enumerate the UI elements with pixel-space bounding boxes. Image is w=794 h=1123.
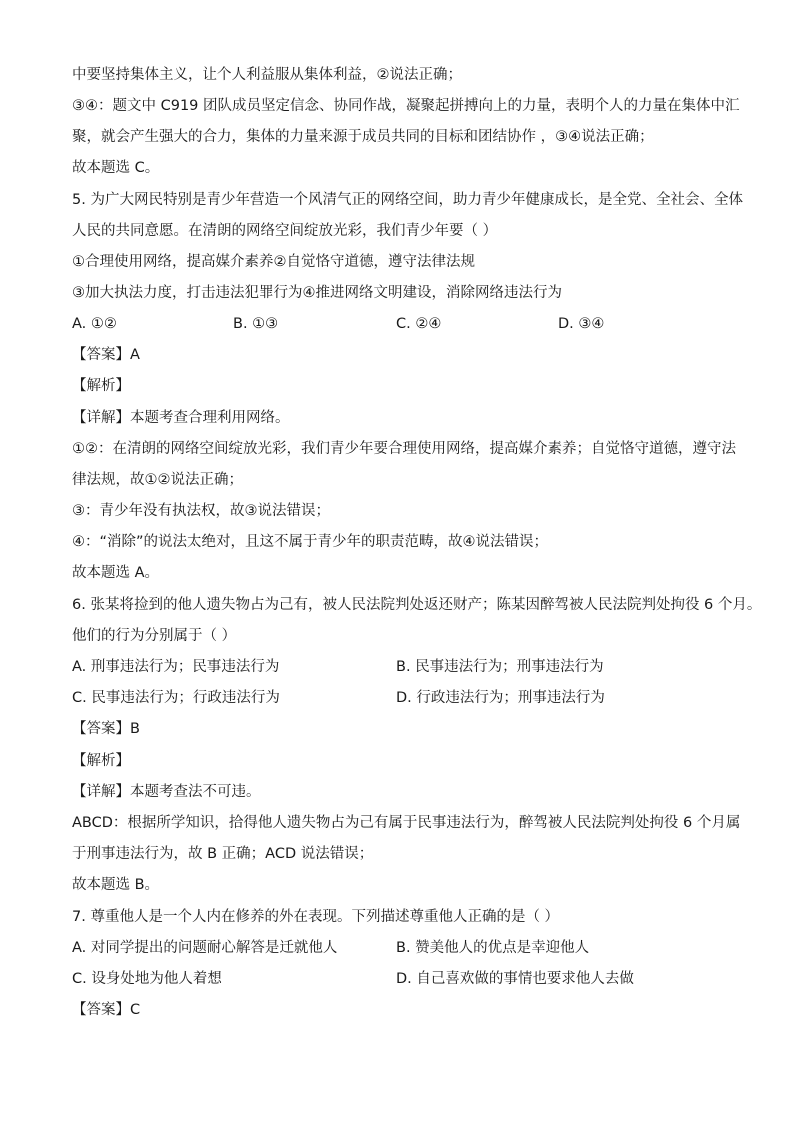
question-5-stem: 人民的共同意愿。在清朗的网络空间绽放光彩，我们青少年要（ ）	[72, 223, 498, 239]
question-7-stem: 7. 尊重他人是一个人内在修养的外在表现。下列描述尊重他人正确的是（ ）	[72, 909, 560, 925]
question-6-options-row2	[72, 686, 752, 710]
question-5-statement: ③加大执法力度，打击违法犯罪行为④推进网络文明建设，消除网络违法行为	[72, 285, 562, 301]
explanation-line: 故本题选 B。	[72, 877, 160, 893]
answer-label: 【答案】A	[72, 347, 140, 363]
option-b: B. ①③	[233, 316, 279, 332]
answer-label: 【答案】B	[72, 721, 140, 737]
option-a: A. 刑事违法行为；民事违法行为	[72, 659, 280, 675]
explanation-line: ③：青少年没有执法权，故③说法错误；	[72, 503, 330, 519]
option-d: D. 行政违法行为；刑事违法行为	[396, 690, 605, 706]
option-a: A. 对同学提出的问题耐心解答是迁就他人	[72, 940, 338, 956]
detail-label: 【详解】本题考查合理利用网络。	[72, 410, 290, 426]
text-line: ③④：题文中 C919 团队成员坚定信念、协同作战，凝聚起拼搏向上的力量，表明个人的力量在集体中汇	[72, 98, 740, 114]
explanation-line: ①②：在清朗的网络空间绽放光彩，我们青少年要合理使用网络，提高媒介素养；自觉恪守道德，遵守法	[72, 441, 736, 457]
option-c: C. 设身处地为他人着想	[72, 971, 222, 987]
answer-label: 【答案】C	[72, 1002, 141, 1018]
detail-label: 【详解】本题考查法不可违。	[72, 784, 261, 800]
explanation-line: 律法规，故①②说法正确；	[72, 472, 243, 488]
question-7-options-row2	[72, 967, 752, 991]
text-line: 故本题选 C。	[72, 160, 160, 176]
analysis-label: 【解析】	[72, 753, 130, 769]
explanation-line: ④：“消除”的说法太绝对，且这不属于青少年的职责范畴，故④说法错误；	[72, 534, 549, 550]
option-b: B. 民事违法行为；刑事违法行为	[396, 659, 604, 675]
question-5-statement: ①合理使用网络，提高媒介素养②自觉恪守道德，遵守法律法规	[72, 254, 475, 270]
text-line: 聚，就会产生强大的合力，集体的力量来源于成员共同的目标和团结协作 ，③④说法正确；	[72, 129, 654, 145]
analysis-label: 【解析】	[72, 378, 130, 394]
question-6-stem: 6. 张某将捡到的他人遗失物占为己有，被人民法院判处返还财产；陈某因醉驾被人民法院判处拘役 6 个月。	[72, 597, 762, 613]
question-6-stem: 他们的行为分别属于（ ）	[72, 628, 237, 644]
option-c: C. ②④	[396, 316, 442, 332]
explanation-line: 于刑事违法行为，故 B 正确；ACD 说法错误；	[72, 846, 374, 862]
question-5-stem: 5. 为广大网民特别是青少年营造一个风清气正的网络空间，助力青少年健康成长，是全党、全社会、全体	[72, 192, 743, 208]
option-b: B. 赞美他人的优点是幸迎他人	[396, 940, 590, 956]
option-d: D. 自己喜欢做的事情也要求他人去做	[396, 971, 634, 987]
explanation-line: ABCD：根据所学知识，拾得他人遗失物占为己有属于民事违法行为，醉驾被人民法院判处拘役 6 个月属	[72, 815, 741, 831]
question-5-options	[72, 312, 752, 336]
text-line: 中要坚持集体主义，让个人利益服从集体利益，②说法正确；	[72, 67, 462, 83]
option-c: C. 民事违法行为；行政违法行为	[72, 690, 280, 706]
option-a: A. ①②	[72, 316, 117, 332]
question-7-options-row1	[72, 936, 752, 960]
question-6-options-row1	[72, 655, 752, 679]
explanation-line: 故本题选 A。	[72, 565, 160, 581]
option-d: D. ③④	[558, 316, 605, 332]
